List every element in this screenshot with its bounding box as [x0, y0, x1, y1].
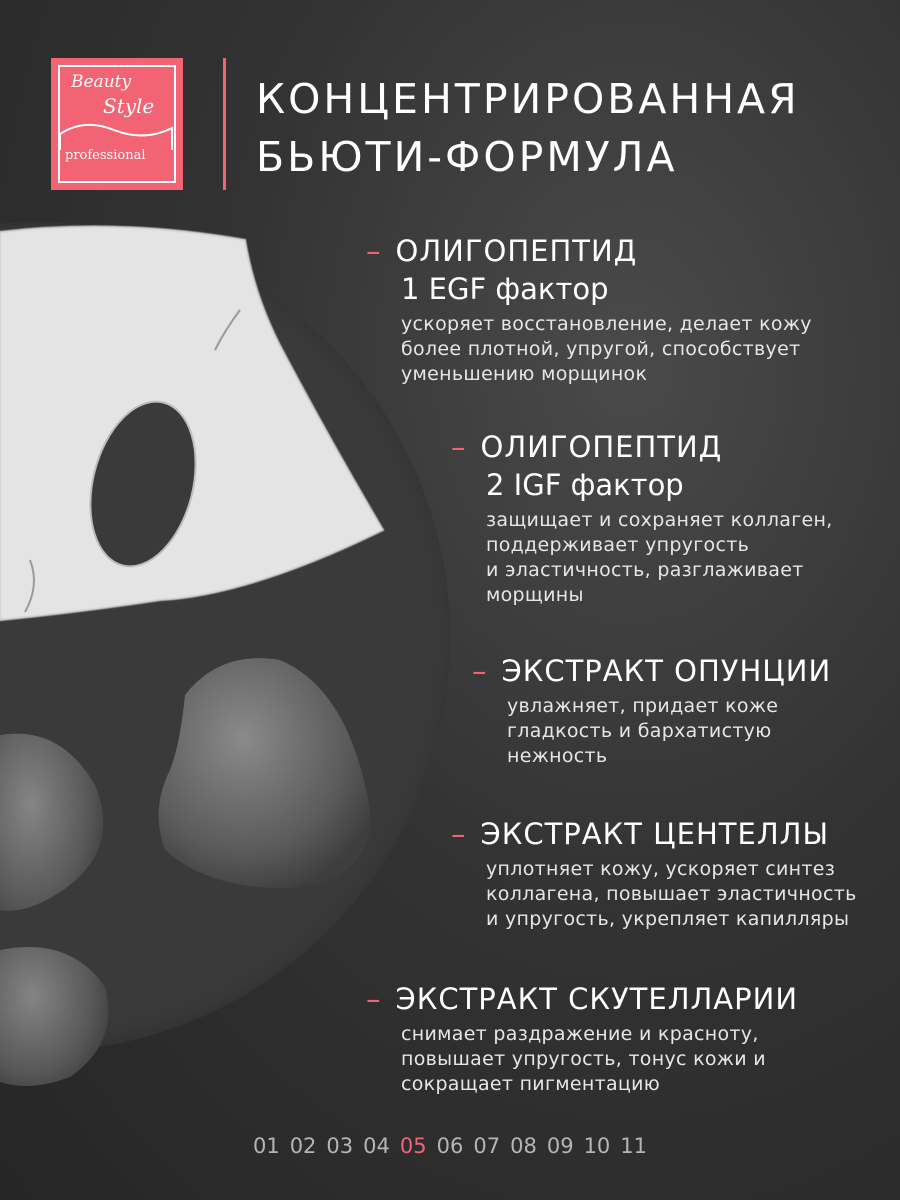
- title-line-1: КОНЦЕНТРИРОВАННАЯ: [256, 75, 800, 123]
- ingredient-title: ЭКСТРАКТ ОПУНЦИИ: [501, 654, 832, 688]
- ingredient-description: уплотняет кожу, ускоряет синтез коллагена, повышает эластичность и упругость, укрепляет капилляры: [486, 858, 857, 930]
- ingredient-description: увлажняет, придает коже гладкость и бархатистую нежность: [507, 695, 779, 767]
- ingredient-description: ускоряет восстановление, делает кожу более плотной, упругой, способствует уменьшению морщинок: [401, 313, 812, 385]
- dash-icon: –: [451, 817, 467, 851]
- ingredient-title: ЭКСТРАКТ ЦЕНТЕЛЛЫ: [480, 817, 830, 851]
- ingredient-description: защищает и сохраняет коллаген, поддерживает упругость и эластичность, разглаживает морщины: [486, 509, 833, 606]
- stone-image-3: [0, 942, 115, 1092]
- ingredient-subtitle: 2 IGF фактор: [486, 468, 684, 502]
- ingredient-title: ОЛИГОПЕПТИД: [480, 430, 723, 464]
- ingredient-item: [472, 652, 831, 769]
- page-number[interactable]: 05: [399, 1134, 427, 1158]
- stone-image-2: [0, 725, 115, 915]
- dash-icon: –: [366, 982, 382, 1016]
- ingredient-item: [366, 232, 812, 387]
- logo-text-style: Style: [103, 94, 155, 118]
- page-number[interactable]: 09: [546, 1134, 574, 1158]
- page-indicator: [0, 1134, 900, 1158]
- page-number[interactable]: 03: [326, 1134, 354, 1158]
- page-number[interactable]: 11: [620, 1134, 648, 1158]
- ingredient-item: [366, 980, 798, 1097]
- ingredient-subtitle: 1 EGF фактор: [401, 272, 609, 306]
- page-number[interactable]: 07: [473, 1134, 501, 1158]
- stone-image-1: [150, 650, 380, 895]
- ingredient-title: ЭКСТРАКТ СКУТЕЛЛАРИИ: [395, 982, 799, 1016]
- page-number[interactable]: 10: [583, 1134, 611, 1158]
- page-number[interactable]: 08: [510, 1134, 537, 1158]
- dash-icon: –: [366, 234, 382, 268]
- page-number[interactable]: 02: [289, 1134, 317, 1158]
- dash-icon: –: [472, 654, 488, 688]
- title-line-2: БЬЮТИ-ФОРМУЛА: [256, 133, 678, 181]
- ingredient-item: [451, 815, 857, 932]
- ingredient-description: снимает раздражение и красноту, повышает упругость, тонус кожи и сокращает пигментацию: [401, 1023, 766, 1095]
- page-number[interactable]: 01: [252, 1134, 280, 1158]
- page-number[interactable]: 06: [436, 1134, 464, 1158]
- logo-text-beauty: Beauty: [71, 72, 132, 92]
- dash-icon: –: [451, 430, 467, 464]
- ingredient-item: [451, 428, 833, 608]
- page-number[interactable]: 04: [363, 1134, 390, 1158]
- ingredient-title: ОЛИГОПЕПТИД: [395, 234, 638, 268]
- logo-text-professional: professional: [65, 148, 146, 163]
